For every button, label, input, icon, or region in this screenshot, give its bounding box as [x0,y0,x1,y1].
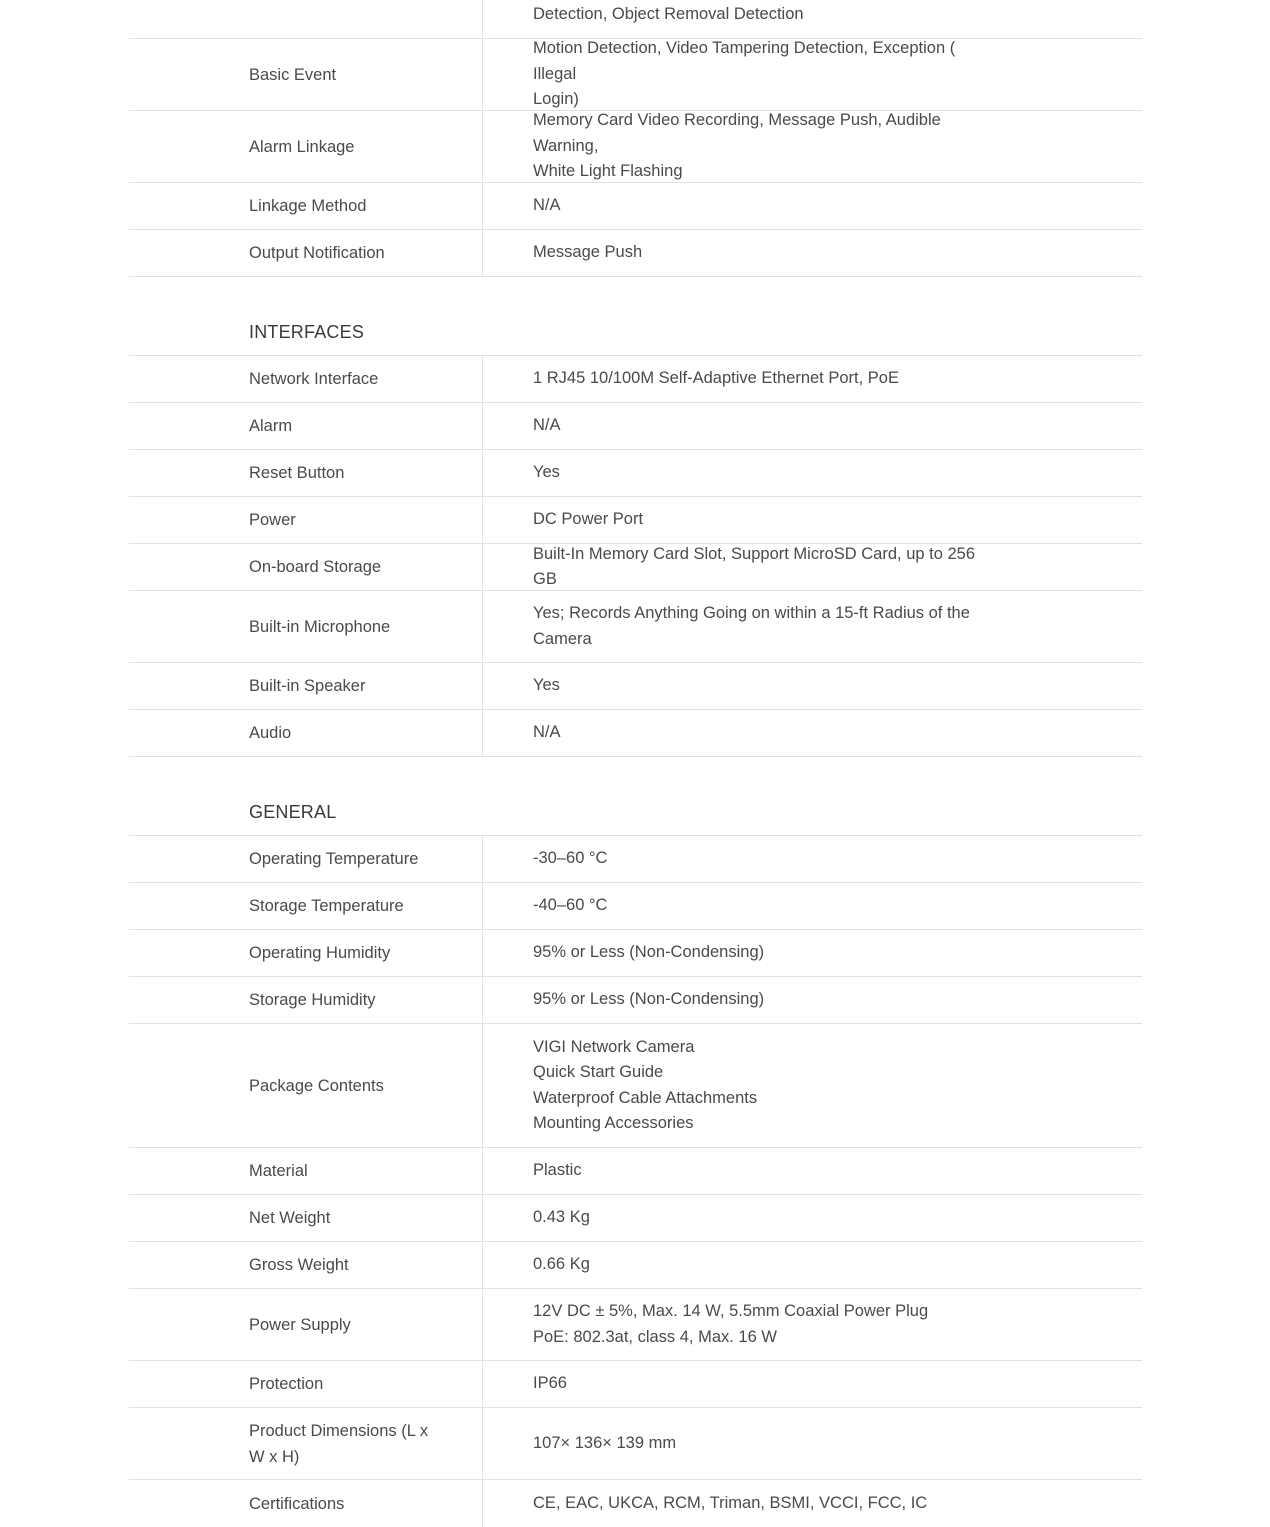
section-header-general [129,757,1142,836]
spec-value [483,544,1142,590]
spec-label: Storage Temperature [129,883,483,929]
spec-value-line: -40–60 °C [533,896,608,915]
spec-label: Operating Humidity [129,930,483,976]
spec-label: Gross Weight [129,1242,483,1288]
spec-value-line: Motion Detection, Video Tampering Detection, Exception ( Illegal [533,39,956,83]
spec-label: Certifications [129,1480,483,1527]
spec-label: Built-in Speaker [129,663,483,709]
spec-label: Alarm Linkage [129,111,483,182]
spec-value-line: IP66 [533,1374,567,1393]
spec-row-alarm-linkage [129,111,1142,183]
spec-value [483,1195,1142,1241]
spec-value-line: Quick Start Guide [533,1063,664,1081]
spec-value-line: 107× 136× 139 mm [533,1433,677,1452]
spec-value [483,111,1142,182]
spec-value-line: Waterproof Cable Attachments [533,1088,758,1107]
spec-label: Storage Humidity [129,977,483,1023]
spec-value [483,0,1142,38]
spec-label: Material [129,1148,483,1194]
spec-value-line: 1 RJ45 10/100M Self-Adaptive Ethernet Port, PoE [533,369,899,388]
spec-label: Reset Button [129,450,483,496]
spec-row-audio [129,710,1142,757]
spec-value [483,836,1142,882]
spec-value [483,1289,1142,1360]
spec-value [483,591,1142,662]
spec-value-line: 95% or Less (Non-Condensing) [533,943,765,962]
spec-row-gross-weight [129,1242,1142,1289]
spec-value [483,663,1142,709]
spec-value [483,230,1142,276]
spec-value [483,450,1142,496]
spec-value-line: -30–60 °C [533,849,608,868]
spec-row-power [129,497,1142,544]
spec-row-operating-temperature [129,836,1142,883]
spec-table [129,0,1142,1527]
spec-row-network-interface [129,356,1142,403]
spec-label: Alarm [129,403,483,449]
spec-row-output-notification [129,230,1142,277]
spec-value [483,977,1142,1023]
section-title: INTERFACES [249,322,365,342]
spec-row-storage-humidity [129,977,1142,1024]
spec-value-line: Mounting Accessories [533,1114,694,1132]
spec-label: Protection [129,1361,483,1407]
spec-value [483,1361,1142,1407]
spec-row-net-weight [129,1195,1142,1242]
spec-value [483,1024,1142,1147]
spec-value-line: White Light Flashing [533,162,683,181]
spec-label: Package Contents [129,1024,483,1147]
spec-value-line: CE, EAC, UKCA, RCM, Triman, BSMI, VCCI, FCC, IC [533,1493,928,1512]
spec-value [483,497,1142,543]
spec-row-power-supply [129,1289,1142,1361]
spec-value-line: Login) [533,90,579,109]
spec-label: On-board Storage [129,544,483,590]
spec-label: Output Notification [129,230,483,276]
spec-label: Built-in Microphone [129,591,483,662]
spec-row-basic-event [129,39,1142,111]
spec-value [483,403,1142,449]
spec-value-line: Yes [533,463,560,482]
spec-value-line: 12V DC ± 5%, Max. 14 W, 5.5mm Coaxial Power Plug [533,1302,929,1320]
spec-value-line: 95% or Less (Non-Condensing) [533,990,765,1009]
spec-value [483,1408,1142,1479]
spec-value-line: Yes [533,676,560,695]
spec-value-line: Plastic [533,1161,582,1180]
spec-value-line: Message Push [533,243,643,262]
spec-value [483,356,1142,402]
spec-row-linkage-method [129,183,1142,230]
spec-value [483,39,1142,110]
spec-row-onboard-storage [129,544,1142,591]
spec-row-partial [129,0,1142,39]
spec-value-text: Detection, Object Removal Detection [533,5,804,23]
spec-value-line: N/A [533,196,561,215]
spec-value [483,710,1142,756]
spec-label: Product Dimensions (L x W x H) [129,1408,483,1479]
spec-label: Basic Event [129,39,483,110]
spec-row-reset-button [129,450,1142,497]
spec-label: Linkage Method [129,183,483,229]
spec-value-line: PoE: 802.3at, class 4, Max. 16 W [533,1327,777,1346]
spec-label: Network Interface [129,356,483,402]
spec-value [483,1148,1142,1194]
spec-value-line: Camera [533,629,592,648]
spec-value [483,883,1142,929]
section-header-interfaces [129,277,1142,356]
spec-row-material [129,1148,1142,1195]
spec-row-product-dimensions [129,1408,1142,1480]
spec-value [483,183,1142,229]
spec-label: Net Weight [129,1195,483,1241]
spec-label: Audio [129,710,483,756]
spec-value-line: N/A [533,416,561,435]
spec-value [483,1242,1142,1288]
spec-row-package-contents [129,1024,1142,1148]
spec-value-line: Yes; Records Anything Going on within a 15-ft Radius of the [533,604,970,622]
spec-row-protection [129,1361,1142,1408]
spec-row-storage-temperature [129,883,1142,930]
spec-value-line: VIGI Network Camera [533,1037,695,1056]
spec-row-builtin-speaker [129,663,1142,710]
spec-row-alarm [129,403,1142,450]
spec-value [483,930,1142,976]
spec-value-line: Memory Card Video Recording, Message Push, Audible Warning, [533,111,941,155]
spec-row-builtin-microphone [129,591,1142,663]
section-title: GENERAL [249,802,337,822]
spec-label: Power [129,497,483,543]
spec-label [129,0,483,38]
spec-row-operating-humidity [129,930,1142,977]
spec-label: Operating Temperature [129,836,483,882]
spec-value-line: 0.66 Kg [533,1255,590,1274]
spec-value-line: Built-In Memory Card Slot, Support MicroSD Card, up to 256 GB [533,544,976,588]
spec-value-line: 0.43 Kg [533,1208,590,1227]
spec-value-line: DC Power Port [533,510,644,529]
spec-value-line: N/A [533,723,561,742]
spec-label: Power Supply [129,1289,483,1360]
